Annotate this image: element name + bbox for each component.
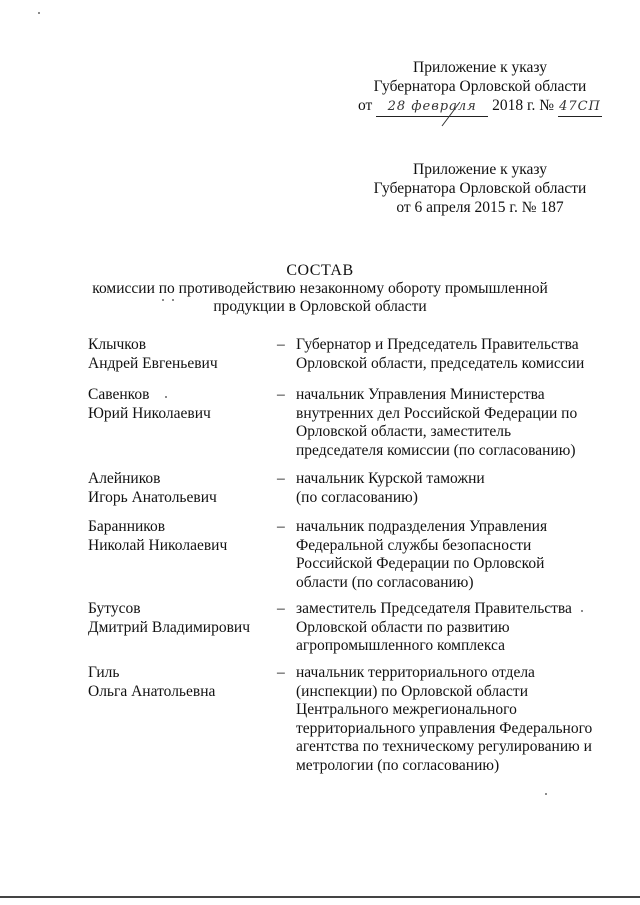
scan-speck — [38, 12, 40, 14]
appendix-current — [345, 58, 615, 117]
member-name: Гиль Ольга Анатольевна — [88, 664, 216, 700]
scan-speck — [545, 793, 547, 795]
appendix-current-year: 2018 г. № — [492, 97, 555, 114]
appendix-original-line1: Приложение к указу — [413, 161, 547, 178]
appendix-original-line3: от 6 апреля 2015 г. № 187 — [396, 199, 564, 216]
member-dash: – — [277, 518, 285, 535]
member-role: Губернатор и Председатель Правительства Орловской области, председатель комиссии — [296, 336, 585, 372]
member-dash: – — [277, 386, 285, 403]
appendix-original — [345, 160, 615, 217]
member-role: заместитель Председателя Правительства Орловской области по развитию агропромышленного комплекса — [296, 600, 572, 654]
scan-speck — [172, 299, 174, 301]
handwritten-number: 47СП — [558, 96, 602, 117]
title-line1: комиссии по противодействию незаконному обороту промышленной — [92, 280, 548, 297]
member-dash: – — [277, 664, 285, 681]
scan-speck — [165, 396, 167, 398]
appendix-current-line1: Приложение к указу — [413, 59, 547, 76]
appendix-current-line3 — [345, 96, 615, 117]
page-bottom-edge — [0, 896, 640, 898]
document-title — [80, 262, 560, 316]
scan-speck — [162, 299, 164, 301]
member-name: Савенков Юрий Николаевич — [88, 386, 211, 422]
title-line2: продукции в Орловской области — [213, 298, 427, 315]
member-name: Клычков Андрей Евгеньевич — [88, 336, 218, 372]
member-role: начальник подразделения Управления Федеральной службы безопасности Российской Федерации по Орловской области (по согласованию) — [296, 518, 548, 591]
member-role: начальник Управления Министерства внутренних дел Российской Федерации по Орловской области, заместитель председателя комиссии (по согласованию) — [296, 386, 578, 459]
handwritten-date: 28 февраля — [376, 96, 488, 117]
pen-stroke-mark — [438, 100, 468, 128]
member-dash: – — [277, 470, 285, 487]
member-name: Баранников Николай Николаевич — [88, 518, 228, 554]
member-role: начальник Курской таможни (по согласованию) — [296, 470, 485, 506]
scan-speck — [581, 610, 583, 612]
appendix-original-line2: Губернатора Орловской области — [373, 180, 587, 197]
member-name: Алейников Игорь Анатольевич — [88, 470, 217, 506]
member-dash: – — [277, 600, 285, 617]
title-heading: СОСТАВ — [286, 262, 354, 279]
member-role: начальник территориального отдела (инспекции) по Орловской области Центрального межрегионального территориального управления Федерального агентства по техническому регулированию и метрологии (по согласованию) — [296, 664, 593, 774]
member-name: Бутусов Дмитрий Владимирович — [88, 600, 251, 636]
member-dash: – — [277, 336, 285, 353]
appendix-current-prefix: от — [358, 97, 373, 114]
appendix-current-line2: Губернатора Орловской области — [373, 78, 587, 95]
